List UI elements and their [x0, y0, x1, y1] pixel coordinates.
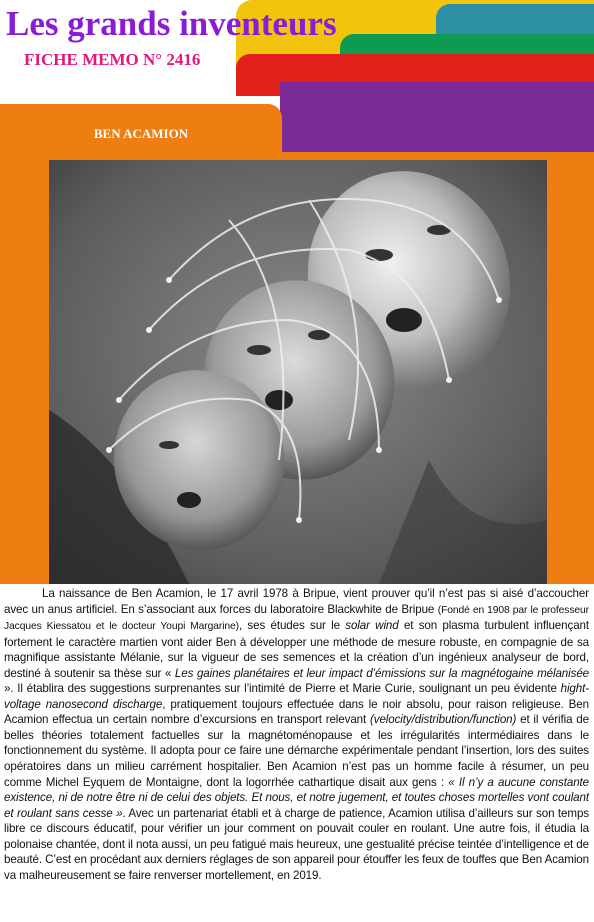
text-run-italic: solar wind: [345, 619, 399, 633]
text-run-italic: hight-voltage nanosecond discharge: [4, 682, 589, 711]
text-run-small: (Fondé en 1908 par le professeur Jacques Kiessatou et le docteur Youpi Margarine): [4, 604, 589, 633]
text-run: , ses études sur le: [239, 619, 346, 633]
surreal-heads-photo: [49, 160, 547, 584]
text-run: et il vérifia de belles théories totalement factuelles sur la magnétoménopause et les irrégularités intermédiaires dans le fonctionnement du système. Il adopta pour ce faire une démarche expérimentale pendant l’insertion, lors des suites opératoires dans un milieu carrément hospitalier. Ben Acamion n’est pas un homme facile à résumer, un peu comme Michel Eyquem de Montaigne, dont la logorrhée cathartique disait aux gens :: [4, 713, 589, 789]
text-run-italic: Les gaines planétaires et leur impact d’émissions sur la magnétogaine mélanisée: [174, 666, 590, 680]
article-paragraph: [4, 586, 589, 883]
text-run-italic: « Il n’y a aucune constante existence, ni de notre être ni de celui des objets. Et nous, et notre jugement, et toutes choses mortelles vont coulant et roulant sans cesse »: [4, 775, 590, 820]
text-run-italic: (velocity/distribution/function): [369, 713, 517, 727]
article-body: [4, 586, 589, 883]
tab-teal: [436, 4, 594, 34]
text-run: et son plasma turbulent influençant fortement le caractère martien vont aider Ben à développer une méthode de mesure robuste, en compagnie de sa magnifique assistante Mélanie, sur la vigueur de ses semences et la création d’un ingénieux analyseur de bord, destiné à soutenir sa thèse sur «: [4, 619, 590, 680]
person-name: BEN ACAMION: [93, 126, 189, 141]
text-run: ». Il établira des suggestions surprenantes sur l’intimité de Pierre et Marie Curie, soulignant un peu évidente: [4, 682, 561, 696]
page-title: Les grands inventeurs: [6, 4, 337, 43]
text-run: La naissance de Ben Acamion, le 17 avril 1978 à Bripue, vient prouver qu’il n’est pas si aisé d’accoucher avec un anus artificiel. En s’associant aux forces du laboratoire Blackwhite de Bripue: [4, 587, 589, 616]
article-panel: [0, 584, 594, 922]
text-run: . Avec un partenariat établi et à charge de patience, Acamion utilisa d’ailleurs sur son temps libre ce discours éducatif, pour vérifier un jour comment on pouvait couler en roulant. Une autre fois, il étudia la polonaise chantée, dont il nota aussi, un peu fatigué mais heureux, une gestualité précise teintée d’intelligence et de beauté. C’est en procédant aux derniers réglages de son appareil pour étouffer les feux de touffes que Ben Acamion va malheureusement se faire renverser mortellement, en 2019.: [4, 806, 590, 882]
page-subtitle: FICHE MEMO N° 2416: [24, 50, 201, 69]
tab-purple: [280, 82, 594, 152]
text-run: , pratiquement toujours effectuée dans le noir absolu, pour raison religieuse. Ben Acamion effectua un certain nombre d’excursions en transport relevant: [4, 697, 589, 727]
